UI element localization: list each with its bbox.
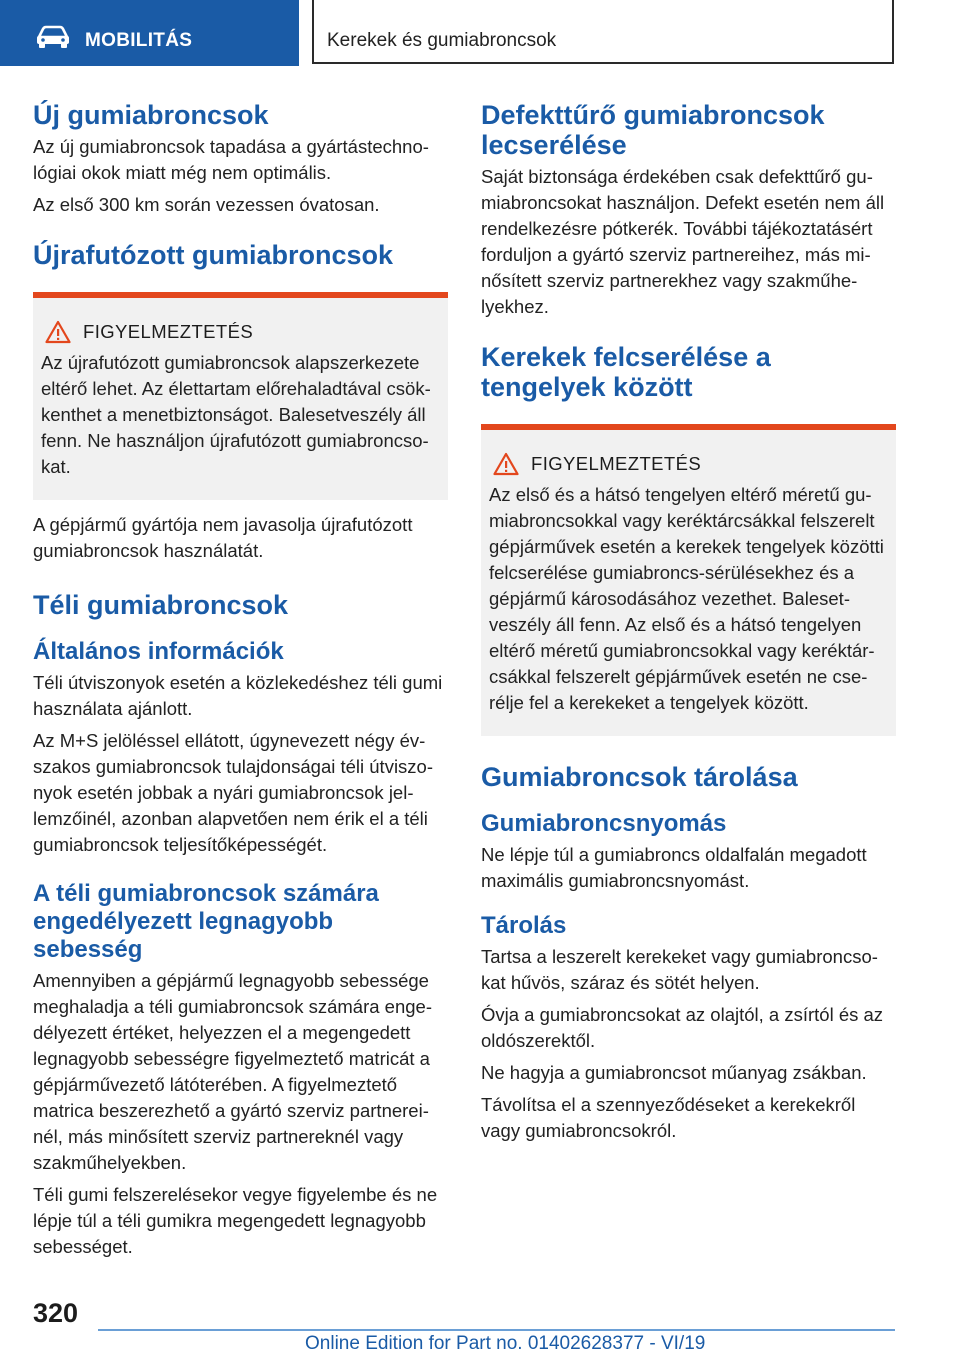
edition-text: Online Edition for Part no. 01402628377 - VI/19 [305,1333,706,1354]
winter-general-heading: Általános információk [33,638,284,665]
winter-text-3: Amennyiben a gépjármű legnagyobb sebessége meghaladja a téli gumiabroncsok számára engedélyezett értéket, helyezzen el a megengedett legnagyobb sebességre figyelmeztető matricát a gépjárművezető látóterében. A figyelmeztető matrica beszerezhető a gyártó szerviz partnereinél, más minősített szerviz partnereknél vagy szakműhelyekben. [33,970,433,1173]
new-tires-heading: Új gumiabroncsok [33,100,269,130]
warning-triangle-icon [45,320,71,344]
winter-speed-heading: A téli gumiabroncsok számára engedélyezett legnagyobb sebesség [33,880,379,963]
warning-header [45,320,440,344]
storing-text-1: Tartsa a leszerelt kerekeket vagy gumiabroncsokat hűvös, száraz és sötét helyen. [481,946,878,993]
chapter-label: Kerekek és gumiabroncsok [327,30,557,51]
car-icon [35,25,71,49]
runflat-heading: Defekttűrő gumiabroncsok lecserélése [481,100,825,160]
warning-title: FIGYELMEZTETÉS [531,453,702,474]
retreaded-text: A gépjármű gyártója nem javasolja újrafutózott gumiabroncsok használatát. [33,514,413,561]
page-header [0,0,960,66]
winter-text-4: Téli gumi felszerelésekor vegye figyelembe és ne lépje túl a téli gumikra megengedett legnagyobb sebességet. [33,1184,438,1257]
storing-text-3: Ne hagyja a gumiabroncsot műanyag zsákban. [481,1062,867,1083]
retreaded-warning-text: Az újrafutózott gumiabroncsok alapszerkezete eltérő lehet. Az élettartam előrehaladtával csökkenthet a menetbiztonságot. Balesetveszély áll fenn. Ne használjon újrafutózott gumiabroncsokat. [41,352,431,477]
warning-header [493,452,888,476]
footer-divider [98,1329,895,1331]
winter-text-2: Az M+S jelöléssel ellátott, úgynevezett négy évszakos gumiabroncsok tulajdonságai téli útviszonyok esetén jobbak a nyári gumiabroncsok jellemzőinél, azonban alapvetően nem érik el a téli gumiabroncsok teljesítőképességét. [33,730,434,855]
storage-heading: Gumiabroncsok tárolása [481,762,798,792]
new-tires-text-2: Az első 300 km során vezessen óvatosan. [33,194,380,215]
swap-warning-box [481,424,896,736]
section-tab[interactable] [0,0,299,66]
right-column [481,100,896,1144]
chapter-tab[interactable] [312,0,894,64]
retreaded-warning-box [33,292,448,500]
storing-text-2: Óvja a gumiabroncsokat az olajtól, a zsírtól és az oldószerektől. [481,1004,884,1051]
runflat-text: Saját biztonsága érdekében csak defekttűrő gumiabroncsokat használjon. Defekt esetén nem áll rendelkezésre pótkerék. További tájékoztatásért forduljon a gyártó szerviz partnereihez, más minősített szerviz partnerekhez vagy szakműhelyekhez. [481,166,885,317]
winter-text-1: Téli útviszonyok esetén a közlekedéshez téli gumi használata ajánlott. [33,672,443,719]
retreaded-heading: Újrafutózott gumiabroncsok [33,240,394,270]
new-tires-text-1: Az új gumiabroncsok tapadása a gyártástechnológiai okok miatt még nem optimális. [33,136,429,183]
storing-heading: Tárolás [481,912,567,939]
swap-heading: Kerekek felcserélése a tengelyek között [481,342,771,402]
section-label: MOBILITÁS [85,30,193,51]
pressure-heading: Gumiabroncsnyomás [481,810,727,837]
winter-heading: Téli gumiabroncsok [33,590,289,620]
swap-warning-text: Az első és a hátsó tengelyen eltérő méretű gumiabroncsokkal vagy keréktárcsákkal felszerelt gépjárművek esetén a kerekek tengelyek közötti felcserélése gumiabroncs-sérülésekhez és a gépjármű károsodásához vezethet. Balesetveszély áll fenn. Az első és a hátsó tengelyen eltérő méretű gumiabroncsokkal vagy keréktárcsákkal felszerelt gépjárművek esetén ne cserélje fel a kerekeket a tengelyek között. [489,484,884,713]
storing-text-4: Távolítsa el a szennyeződéseket a kerekekről vagy gumiabroncsokról. [481,1094,856,1141]
warning-triangle-icon [493,452,519,476]
left-column [33,100,448,1260]
warning-title: FIGYELMEZTETÉS [83,321,254,342]
pressure-text: Ne lépje túl a gumiabroncs oldalfalán megadott maximális gumiabroncsnyomást. [481,844,867,891]
page-number: 320 [33,1298,79,1328]
